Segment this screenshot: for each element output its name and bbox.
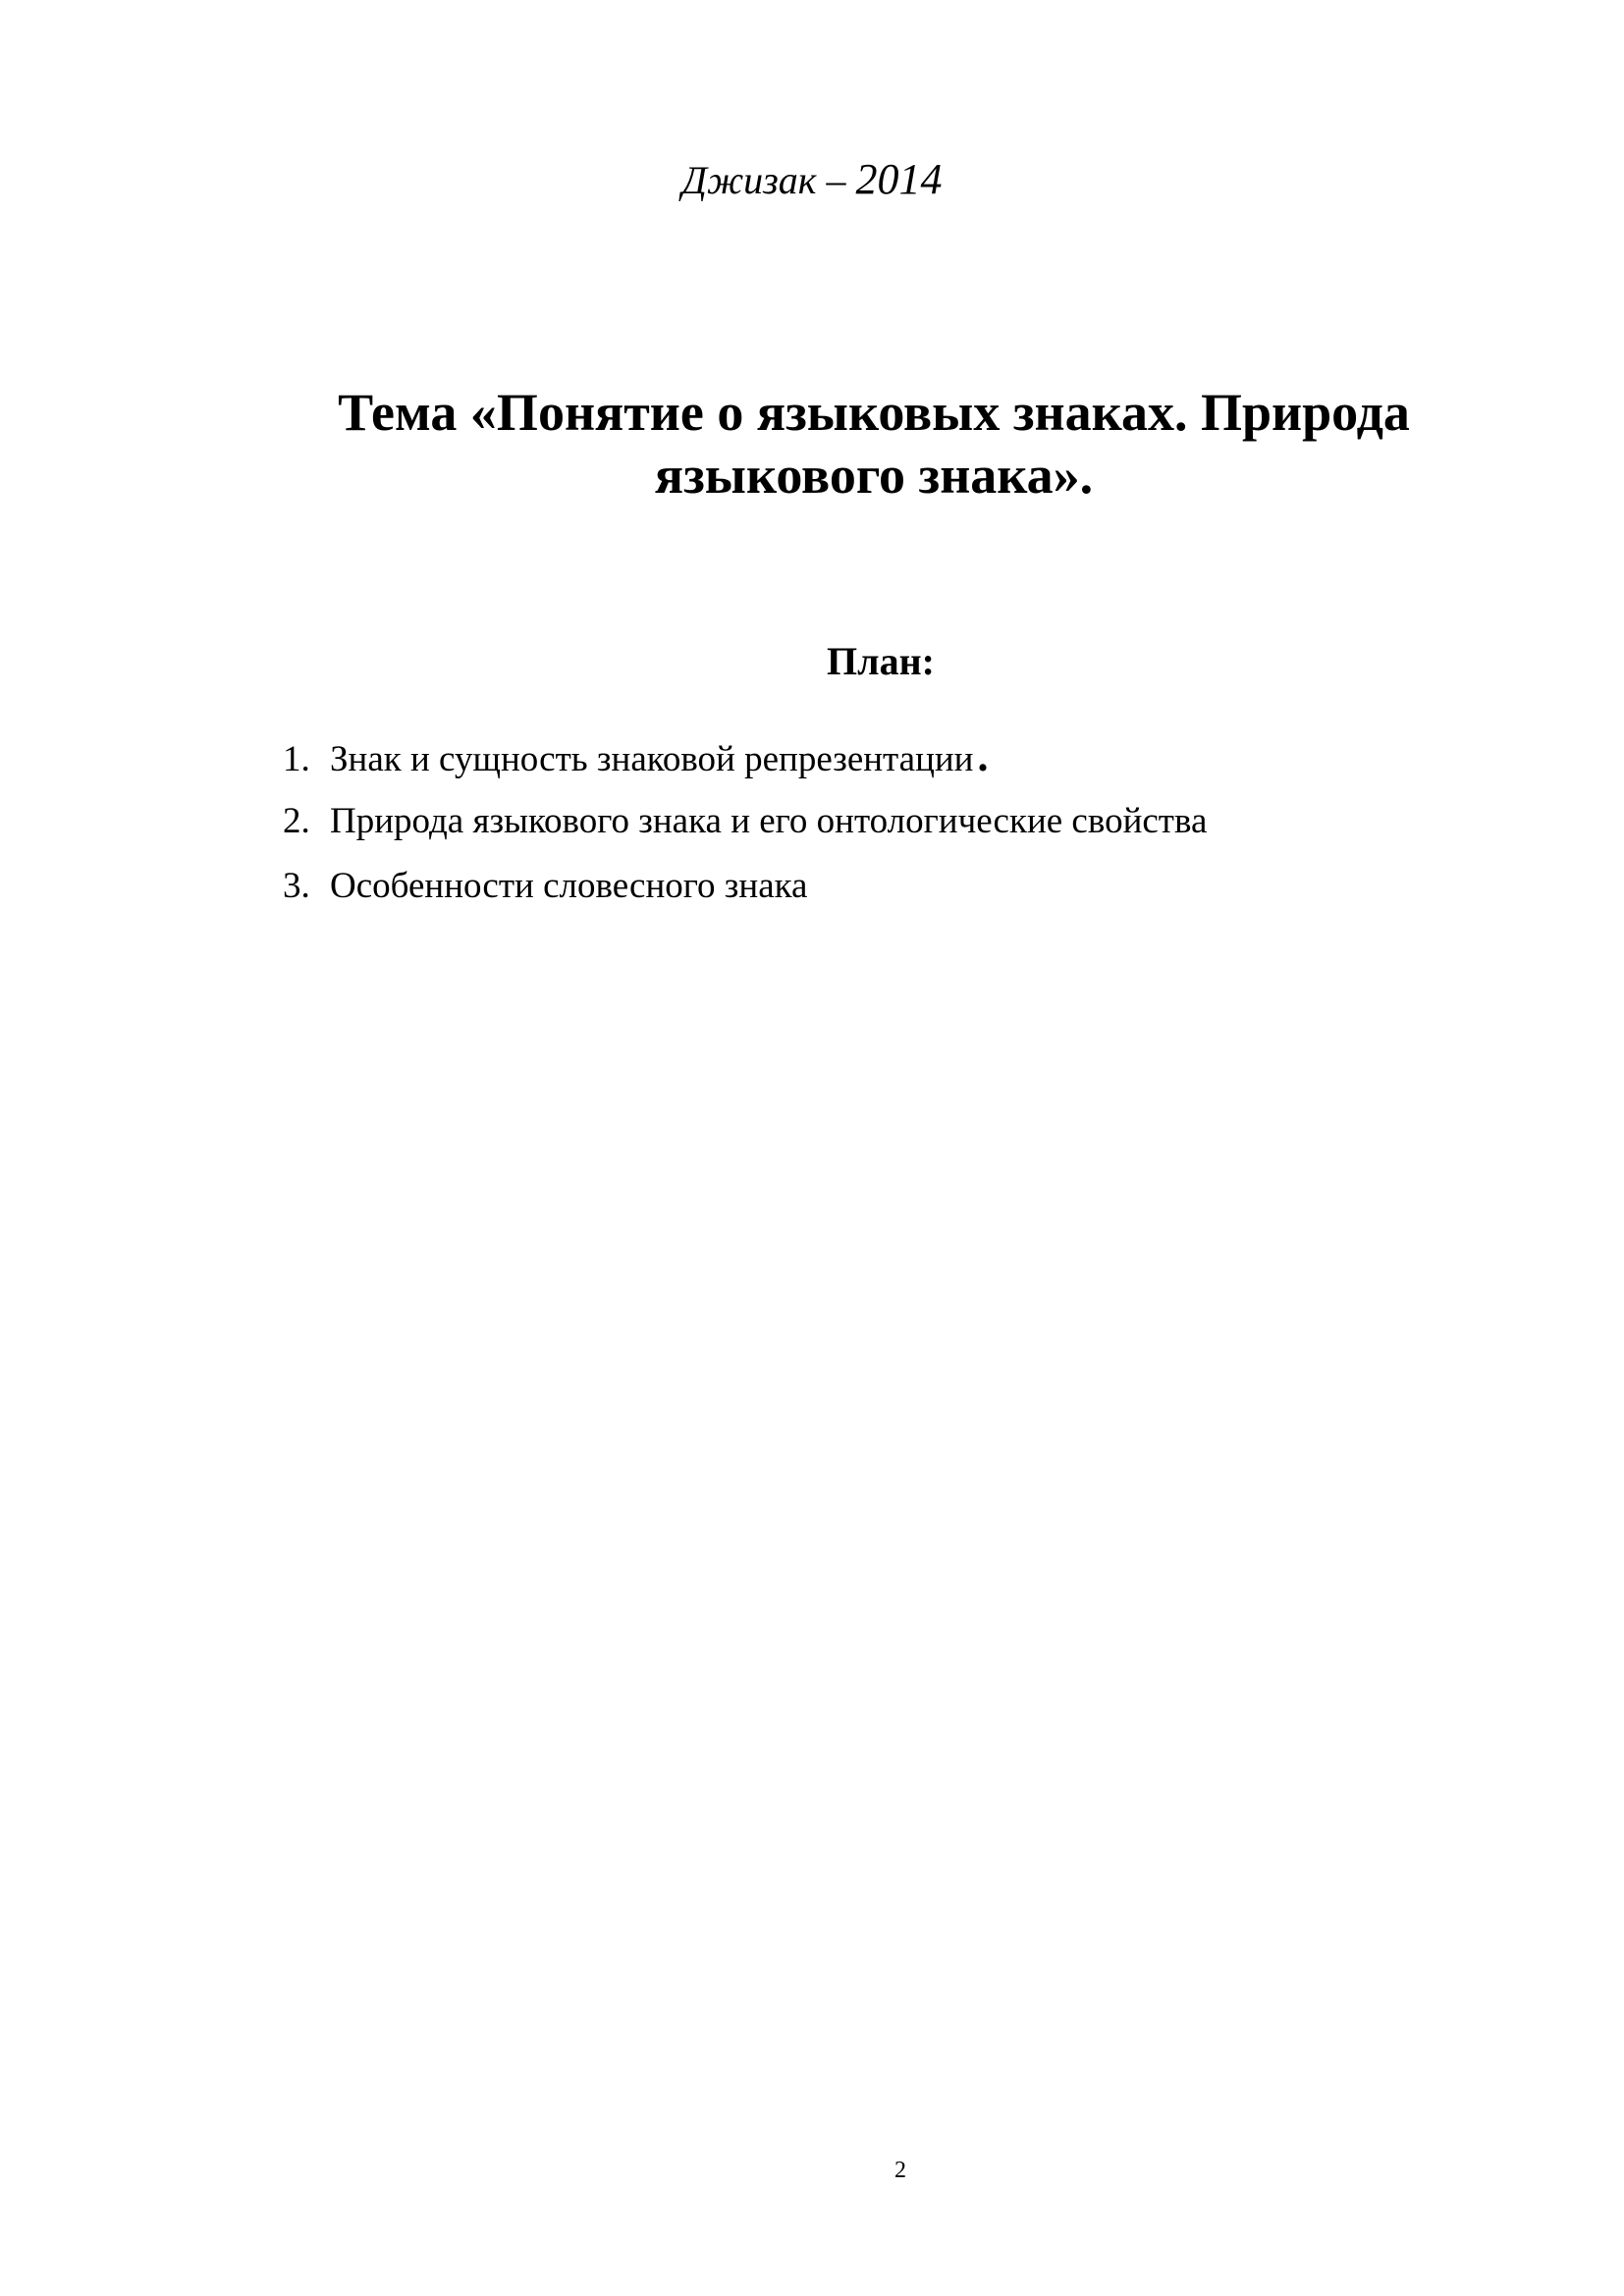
plan-item-text: Знак и сущность знаковой репрезентации — [330, 739, 974, 779]
place-date-line — [0, 152, 1624, 208]
year: 2014 — [855, 155, 943, 203]
plan-item-text: Особенности словесного знака — [330, 866, 808, 906]
plan-item-period: . — [977, 732, 989, 780]
title-line-1: Тема «Понятие о языковых знаках. Природа — [338, 383, 1410, 442]
plan-item-number: 1. — [283, 739, 310, 779]
plan-item-number: 3. — [283, 866, 310, 906]
title-line-2: языкового знака». — [654, 446, 1094, 505]
document-title — [285, 381, 1463, 507]
plan-item-number: 2. — [283, 801, 310, 841]
city-name: Джизак — [681, 158, 817, 202]
plan-item-1 — [283, 732, 1207, 797]
dash-separator: – — [826, 158, 846, 202]
plan-item-text: Природа языкового знака и его онтологические свойства — [330, 801, 1208, 841]
plan-item-3 — [283, 862, 1207, 927]
plan-item-2 — [283, 797, 1207, 862]
plan-list — [283, 732, 1207, 927]
page-number: 2 — [894, 2158, 906, 2183]
plan-heading: План: — [827, 639, 935, 683]
